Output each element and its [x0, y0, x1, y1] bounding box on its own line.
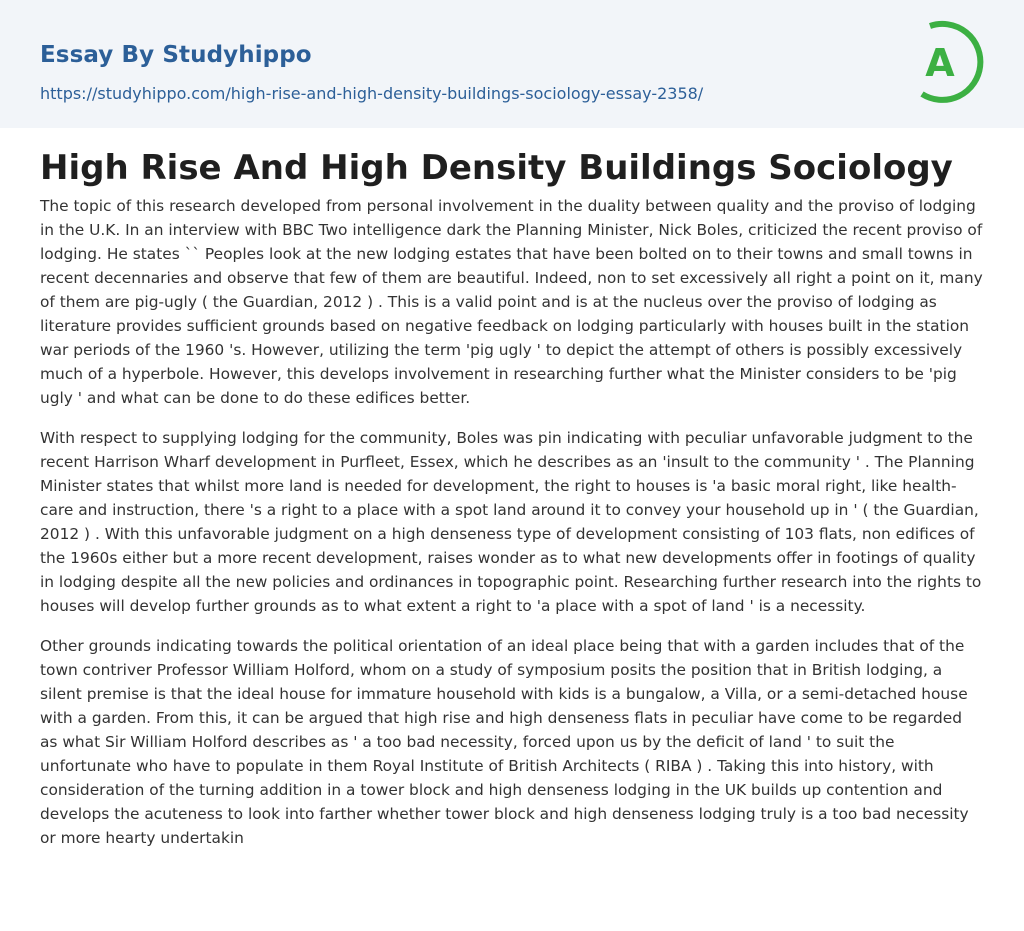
- site-brand[interactable]: Essay By Studyhippo: [40, 42, 312, 68]
- essay-title: High Rise And High Density Buildings Sociology: [40, 148, 953, 188]
- logo-letter: A: [925, 41, 955, 85]
- logo-ring-icon: [910, 18, 988, 106]
- essay-paragraph: The topic of this research developed from personal involvement in the duality between quality and the proviso of lodging in the U.K. In an interview with BBC Two intelligence dark the Planning Minister, Nick Boles, criticized the recent proviso of lodging. He states `` Peoples look at the new lodging estates that have been bolted on to their towns and small towns in recent decennaries and observe that few of them are beautiful. Indeed, non to set excessively all right a point on it, many of them are pig-ugly ( the Guardian, 2012 ) . This is a valid point and is at the nucleus over the proviso of lodging as literature provides sufficient grounds based on negative feedback on lodging particularly with houses built in the station war periods of the 1960 's. However, utilizing the term 'pig ugly ' to depict the attempt of others is possibly excessively much of a hyperbole. However, this develops involvement in researching further what the Minister considers to be 'pig ugly ' and what can be done to do these edifices better.: [40, 197, 983, 407]
- essay-paragraph: Other grounds indicating towards the political orientation of an ideal place being that with a garden includes that of the town contriver Professor William Holford, whom on a study of symposium posits the position that in British lodging, a silent premise is that the ideal house for immature household with kids is a bungalow, a Villa, or a semi-detached house with a garden. From this, it can be argued that high rise and high denseness flats in peculiar have come to be regarded as what Sir William Holford describes as ' a too bad necessity, forced upon us by the deficit of land ' to suit the unfortunate who have to populate in them Royal Institute of British Architects ( RIBA ) . Taking this into history, with consideration of the turning addition in a tower block and high denseness lodging in the UK builds up contention and develops the acuteness to look into farther whether tower block and high denseness lodging truly is a too bad necessity or more hearty undertakin: [40, 637, 969, 847]
- essay-body: [40, 194, 984, 866]
- logo[interactable]: [910, 18, 988, 106]
- page-url-link[interactable]: https://studyhippo.com/high-rise-and-high-density-buildings-sociology-essay-2358/: [40, 84, 704, 103]
- essay-paragraph: With respect to supplying lodging for the community, Boles was pin indicating with peculiar unfavorable judgment to the recent Harrison Wharf development in Purfleet, Essex, which he describes as an 'insult to the community ' . The Planning Minister states that whilst more land is needed for development, the right to houses is 'a basic moral right, like health-care and instruction, there 's a right to a place with a spot land around it to convey your household up in ' ( the Guardian, 2012 ) . With this unfavorable judgment on a high denseness type of development consisting of 103 flats, non edifices of the 1960s either but a more recent development, raises wonder as to what new developments offer in footings of quality in lodging despite all the new policies and ordinances in topographic point. Researching further research into the rights to houses will develop further grounds as to what extent a right to 'a place with a spot of land ' is a necessity.: [40, 429, 982, 615]
- site-header: [0, 0, 1024, 128]
